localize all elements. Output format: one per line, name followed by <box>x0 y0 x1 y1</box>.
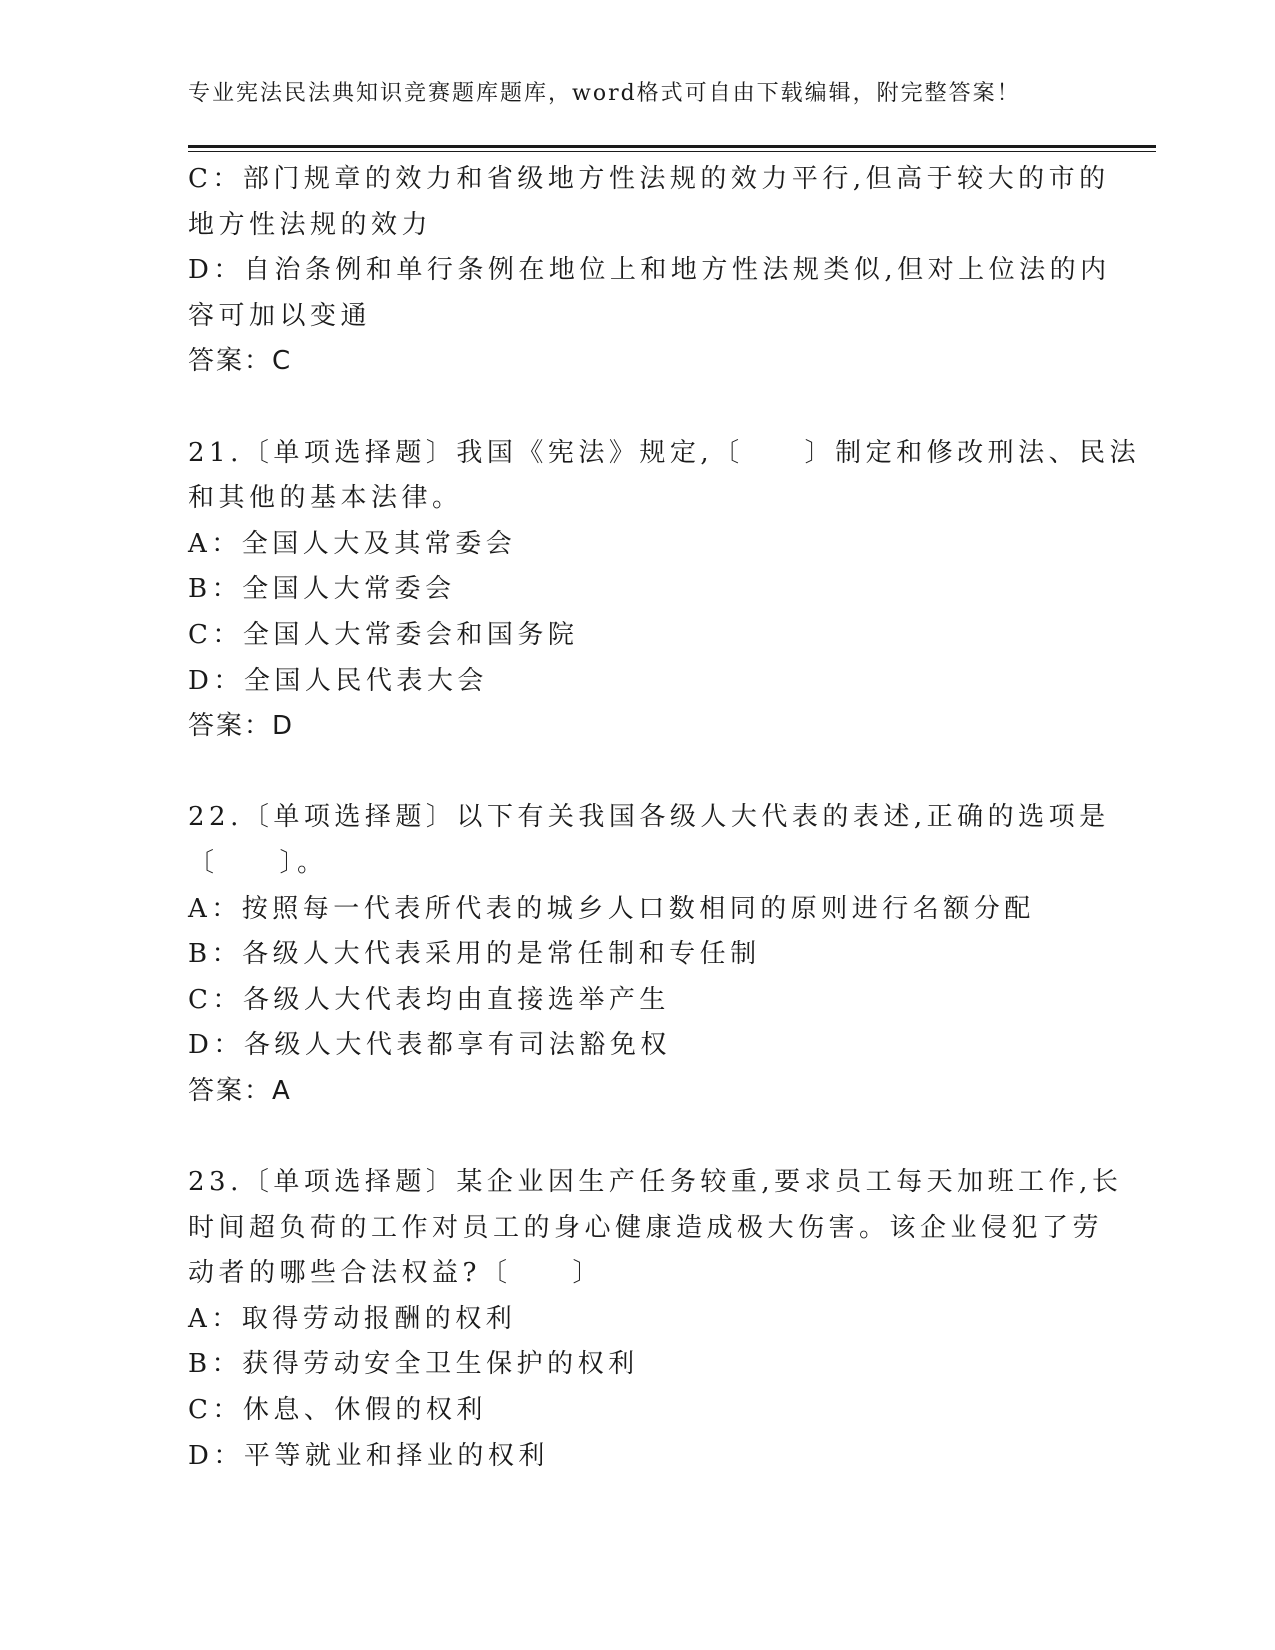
answer-line: 答案：D <box>188 711 295 742</box>
answer-line: 答案：A <box>188 1075 292 1106</box>
option-a: A：取得劳动报酬的权利 <box>188 1303 517 1334</box>
question-stem: 22.〔单项选择题〕以下有关我国各级人大代表的表述,正确的选项是 <box>188 802 1110 833</box>
spacer <box>188 1114 1088 1160</box>
question-stem: 时间超负荷的工作对员工的身心健康造成极大伤害。该企业侵犯了劳 <box>188 1212 1104 1243</box>
header-divider-thick <box>188 145 1156 148</box>
question-20-continued <box>188 157 1111 385</box>
question-stem: 23.〔单项选择题〕某企业因生产任务较重,要求员工每天加班工作,长 <box>188 1167 1123 1198</box>
question-23 <box>188 1160 1123 1479</box>
question-stem: 和其他的基本法律。 <box>188 483 463 514</box>
question-21 <box>188 431 1141 750</box>
option-a: A：按照每一代表所代表的城乡人口数相同的原则进行名额分配 <box>188 893 1035 924</box>
question-22 <box>188 795 1110 1114</box>
spacer <box>188 750 1088 796</box>
option-c: C：休息、休假的权利 <box>188 1395 487 1426</box>
option-d: D：平等就业和择业的权利 <box>188 1440 549 1471</box>
option-a: A：全国人大及其常委会 <box>188 528 517 559</box>
option-b: B：获得劳动安全卫生保护的权利 <box>188 1349 639 1380</box>
page-header: 专业宪法民法典知识竞赛题库题库，word格式可自由下载编辑，附完整答案！ <box>188 81 1021 106</box>
option-c-line: 地方性法规的效力 <box>188 209 433 240</box>
header-divider-thin <box>188 151 1156 152</box>
option-c: C：各级人大代表均由直接选举产生 <box>188 984 670 1015</box>
option-d: D：全国人民代表大会 <box>188 665 488 696</box>
option-d: D：各级人大代表都享有司法豁免权 <box>188 1030 671 1061</box>
option-b: B：全国人大常委会 <box>188 574 456 605</box>
question-stem: 动者的哪些合法权益?〔 〕 <box>188 1258 603 1289</box>
option-c: C：全国人大常委会和国务院 <box>188 619 579 650</box>
option-c-line: C：部门规章的效力和省级地方性法规的效力平行,但高于较大的市的 <box>188 164 1110 194</box>
question-content <box>188 157 1141 1479</box>
question-stem: 21.〔单项选择题〕我国《宪法》规定,〔 〕制定和修改刑法、民法 <box>188 437 1141 468</box>
spacer <box>188 385 1088 431</box>
question-stem: 〔 〕。 <box>188 847 328 878</box>
option-d-line: 容可加以变通 <box>188 300 372 331</box>
option-b: B：各级人大代表采用的是常任制和专任制 <box>188 939 761 970</box>
answer-line: 答案：C <box>188 346 293 377</box>
option-d-line: D：自治条例和单行条例在地位上和地方性法规类似,但对上位法的内 <box>188 255 1111 286</box>
